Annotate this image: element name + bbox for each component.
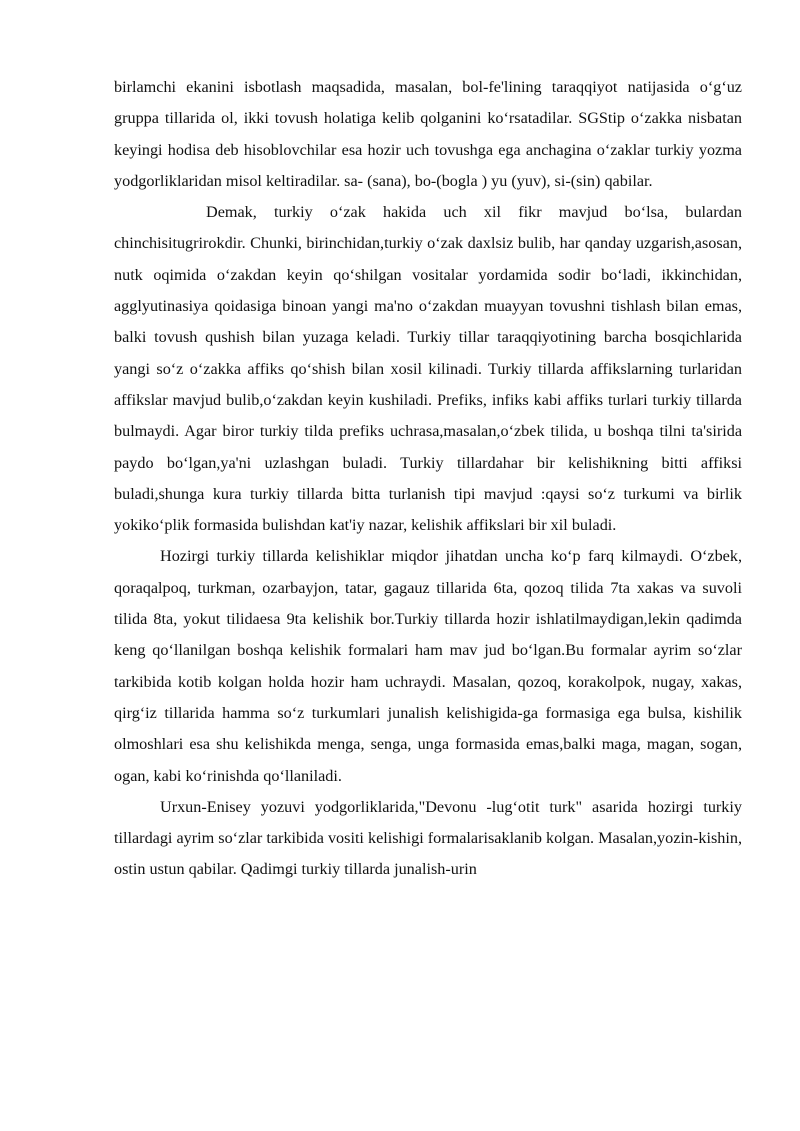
paragraph-2: Demak, turkiy o‘zak hakida uch xil fikr mavjud bo‘lsa, bulardan chinchisitugrirokdir. Chunki, birinchidan,turkiy o‘zak daxlsiz bulib, har qanday uzgarish,asosan, nutk oqimida o‘zakdan keyin qo‘shilgan vositalar yordamida sodir bo‘ladi, ikkinchidan, agglyutinasiya qoidasiga binoan yangi ma'no o‘zakdan muayyan tovushni tishlash bilan emas, balki tovush qushish bilan yuzaga keladi. Turkiy tillar taraqqiyotining barcha bosqichlarida yangi so‘z o‘zakka affiks qo‘shish bilan xosil kilinadi. Turkiy tillarda affikslarning turlaridan affikslar mavjud bulib,o‘zakdan keyin kushiladi. Prefiks, infiks kabi affiks turlari turkiy tillarda bulmaydi. Agar biror turkiy tilda prefiks uchrasa,masalan,o‘zbek tilida, u boshqa tilni ta'sirida paydo bo‘lgan,ya'ni uzlashgan buladi. Turkiy tillardahar bir kelishikning bitti affiksi buladi,shunga kura turkiy tillarda bitta turlanish tipi mavjud :qaysi so‘z turkumi va birlik yokiko‘plik formasida bulishdan kat'iy nazar, kelishik affikslari bir xil buladi. xyxy=(114,203,742,535)
paragraph-1: birlamchi ekanini isbotlash maqsadida, masalan, bol-fe'lining taraqqiyot natijasida o‘g‘uz gruppa tillarida ol, ikki tovush holatiga kelib qolganini ko‘rsatadilar. SGStip o‘zakka nisbatan keyingi hodisa deb hisoblovchilar esa hozir uch tovushga ega anchagina o‘zaklar turkiy yozma yodgorliklaridan misol keltiradilar. sa- (sana), bo-(bogla ) yu (yuv), si-(sin) qabilar. xyxy=(114,78,742,190)
paragraph-4: Urxun-Enisey yozuvi yodgorliklarida,"Devonu -lug‘otit turk" asarida hozirgi turkiy tillardagi ayrim so‘zlar tarkibida vositi kelishigi formalarisaklanib kolgan. Masalan,yozin-kishin, ostin ustun qabilar. Qadimgi turkiy tillarda junalish-urin xyxy=(114,797,743,879)
paragraph-3: Hozirgi turkiy tillarda kelishiklar miqdor jihatdan uncha ko‘p farq kilmaydi. O‘zbek, qoraqalpoq, turkman, ozarbayjon, tatar, gagauz tillarida 6ta, qozoq tilida 7ta xakas va suvoli tilida 8ta, yokut tilidaesa 9ta kelishik bor.Turkiy tillarda hozir ishlatilmaydigan,lekin qadimda keng qo‘llanilgan boshqa kelishik formalari ham mav jud bo‘lgan.Bu formalar ayrim so‘zlar tarkibida kotib kolgan holda hozir ham uchraydi. Masalan, qozoq, korakolpok, nugay, xakas, qirg‘iz tillarida hamma so‘z turkumlari junalish kelishigida-ga formasiga ega bulsa, kishilik olmoshlari esa shu kelishikda menga, senga, unga formasida emas,balki maga, magan, sogan, ogan, kabi ko‘rinishda qo‘llaniladi. xyxy=(114,547,742,785)
document-page xyxy=(114,72,742,886)
